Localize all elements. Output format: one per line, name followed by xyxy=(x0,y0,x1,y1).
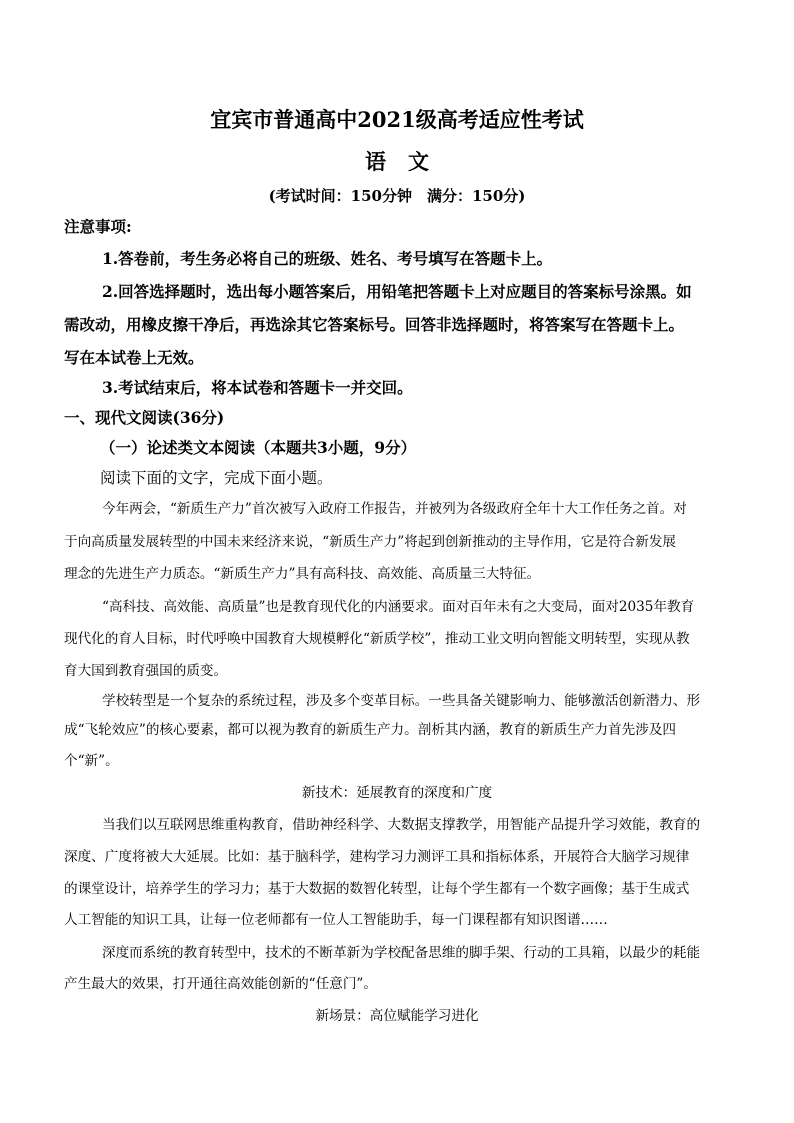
exam-info: (考试时间：150分钟 满分：150分) xyxy=(268,187,526,205)
notice-item: 3.考试结束后，将本试卷和答题卡一并交回。 xyxy=(102,378,413,397)
passage-line: 现代化的育人目标，时代呼唤中国教育大规模孵化“新质学校”，推动工业文明向智能文明转型，实现从教 xyxy=(64,631,690,647)
passage-line: 成“飞轮效应”的核心要素，都可以视为教育的新质生产力。剖析其内涵，教育的新质生产力首先涉及四 xyxy=(64,722,677,738)
notice-item: 写在本试卷上无效。 xyxy=(64,348,204,367)
notice-item: 2.回答选择题时，选出每小题答案后，用铅笔把答题卡上对应题目的答案标号涂黑。如 xyxy=(102,282,692,301)
notice-item: 1.答卷前，考生务必将自己的班级、姓名、考号填写在答题卡上。 xyxy=(102,249,553,268)
notice-heading: 注意事项: xyxy=(64,217,132,236)
notice-item: 需改动，用橡皮擦干净后，再选涂其它答案标号。回答非选择题时，将答案写在答题卡上。 xyxy=(64,315,685,334)
passage-line: “高科技、高效能、高质量”也是教育现代化的内涵要求。面对百年未有之大变局，面对2035年教育 xyxy=(102,599,695,615)
section-heading: 一、现代文阅读(36分) xyxy=(64,408,225,427)
exam-title: 宜宾市普通高中2021级高考适应性考试 xyxy=(210,107,584,132)
section-subheading: （一）论述类文本阅读（本题共3小题，9分） xyxy=(100,438,417,457)
passage-line: 理念的先进生产力质态。“新质生产力”具有高科技、高效能、高质量三大特征。 xyxy=(64,566,541,582)
passage-line: 育大国到教育强国的质变。 xyxy=(64,663,228,679)
passage-line: 当我们以互联网思维重构教育，借助神经科学、大数据支撑教学，用智能产品提升学习效能，教育的 xyxy=(102,817,701,833)
subject-title: 语文 xyxy=(365,149,451,174)
passage-line: 深度而系统的教育转型中，技术的不断革新为学校配备思维的脚手架、行动的工具箱，以最少的耗能 xyxy=(102,945,701,961)
passage-line: 产生最大的效果，打开通往高效能创新的“任意门”。 xyxy=(64,976,377,992)
passage-line: 深度、广度将被大大延展。比如：基于脑科学，建构学习力测评工具和指标体系，开展符合大脑学习规律 xyxy=(64,849,690,865)
passage-line: 今年两会，“新质生产力”首次被写入政府工作报告，并被列为各级政府全年十大工作任务之首。对 xyxy=(102,501,687,517)
passage-line: 人工智能的知识工具，让每一位老师都有一位人工智能助手，每一门课程都有知识图谱…… xyxy=(64,912,608,928)
section-instruction: 阅读下面的文字，完成下面小题。 xyxy=(100,469,333,487)
passage-subheading: 新场景：高位赋能学习进化 xyxy=(315,1008,479,1024)
passage-line: 个“新”。 xyxy=(64,753,119,769)
passage-subheading: 新技术：延展教育的深度和广度 xyxy=(301,785,493,801)
passage-line: 的课堂设计，培养学生的学习力；基于大数据的数智化转型，让每个学生都有一个数字画像；基于生成式 xyxy=(64,881,690,897)
passage-line: 学校转型是一个复杂的系统过程，涉及多个变革目标。一些具备关键影响力、能够激活创新潜力、形 xyxy=(102,693,701,709)
passage-line: 于向高质量发展转型的中国未来经济来说，“新质生产力”将起到创新推动的主导作用，它是符合新发展 xyxy=(64,534,677,550)
